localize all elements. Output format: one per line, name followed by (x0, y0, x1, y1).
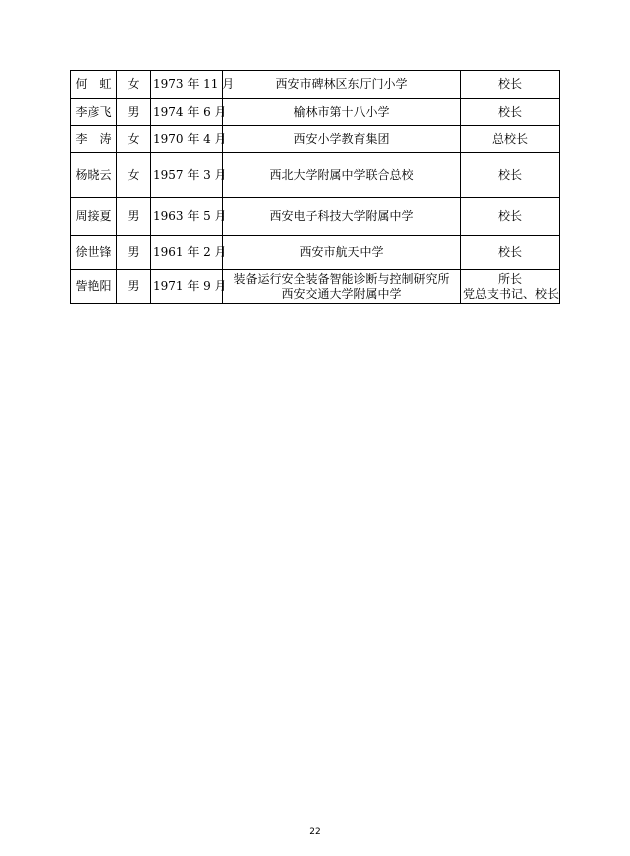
position-line: 党总支书记、校长 (463, 286, 560, 301)
birth-date-cell: 1974 年 6 月 (151, 99, 223, 126)
table-row (71, 270, 560, 304)
gender-cell: 男 (117, 236, 151, 270)
organization-cell: 西安市航天中学 (223, 236, 461, 270)
position-cell: 校长 (461, 153, 560, 198)
organization-line: 西安交通大学附属中学 (281, 286, 402, 301)
gender-cell: 女 (117, 71, 151, 99)
name-cell: 徐世锋 (71, 236, 117, 270)
birth-date-cell: 1963 年 5 月 (151, 198, 223, 236)
page-number: 22 (309, 827, 321, 837)
birth-date-cell: 1961 年 2 月 (151, 236, 223, 270)
organization-cell: 西安市碑林区东厅门小学 (223, 71, 461, 99)
organization-cell: 西安小学教育集团 (223, 126, 461, 153)
position-cell: 总校长 (461, 126, 560, 153)
gender-cell: 男 (117, 198, 151, 236)
organization-cell: 西北大学附属中学联合总校 (223, 153, 461, 198)
position-cell: 校长 (461, 198, 560, 236)
table-row (71, 153, 560, 198)
table-row (71, 198, 560, 236)
gender-cell: 男 (117, 99, 151, 126)
birth-date-cell: 1971 年 9 月 (151, 270, 223, 304)
gender-cell: 女 (117, 126, 151, 153)
organization-line: 装备运行安全装备智能诊断与控制研究所 (233, 271, 450, 286)
birth-date-cell: 1973 年 11 月 (151, 71, 223, 99)
name-cell: 李 涛 (71, 126, 117, 153)
table-row (71, 126, 560, 153)
birth-date-cell: 1957 年 3 月 (151, 153, 223, 198)
gender-cell: 女 (117, 153, 151, 198)
name-cell: 李彦飞 (71, 99, 117, 126)
position-cell: 校长 (461, 71, 560, 99)
organization-cell: 榆林市第十八小学 (223, 99, 461, 126)
name-cell: 周接夏 (71, 198, 117, 236)
position-cell: 校长 (461, 236, 560, 270)
organization-cell (223, 270, 461, 304)
name-cell: 何 虹 (71, 71, 117, 99)
gender-cell: 男 (117, 270, 151, 304)
name-cell: 訾艳阳 (71, 270, 117, 304)
staff-table (70, 70, 560, 304)
position-cell (461, 270, 560, 304)
position-line: 所长 (497, 271, 522, 286)
table-row (71, 99, 560, 126)
name-cell: 杨晓云 (71, 153, 117, 198)
table-row (71, 236, 560, 270)
position-cell: 校长 (461, 99, 560, 126)
birth-date-cell: 1970 年 4 月 (151, 126, 223, 153)
organization-cell: 西安电子科技大学附属中学 (223, 198, 461, 236)
table-row (71, 71, 560, 99)
